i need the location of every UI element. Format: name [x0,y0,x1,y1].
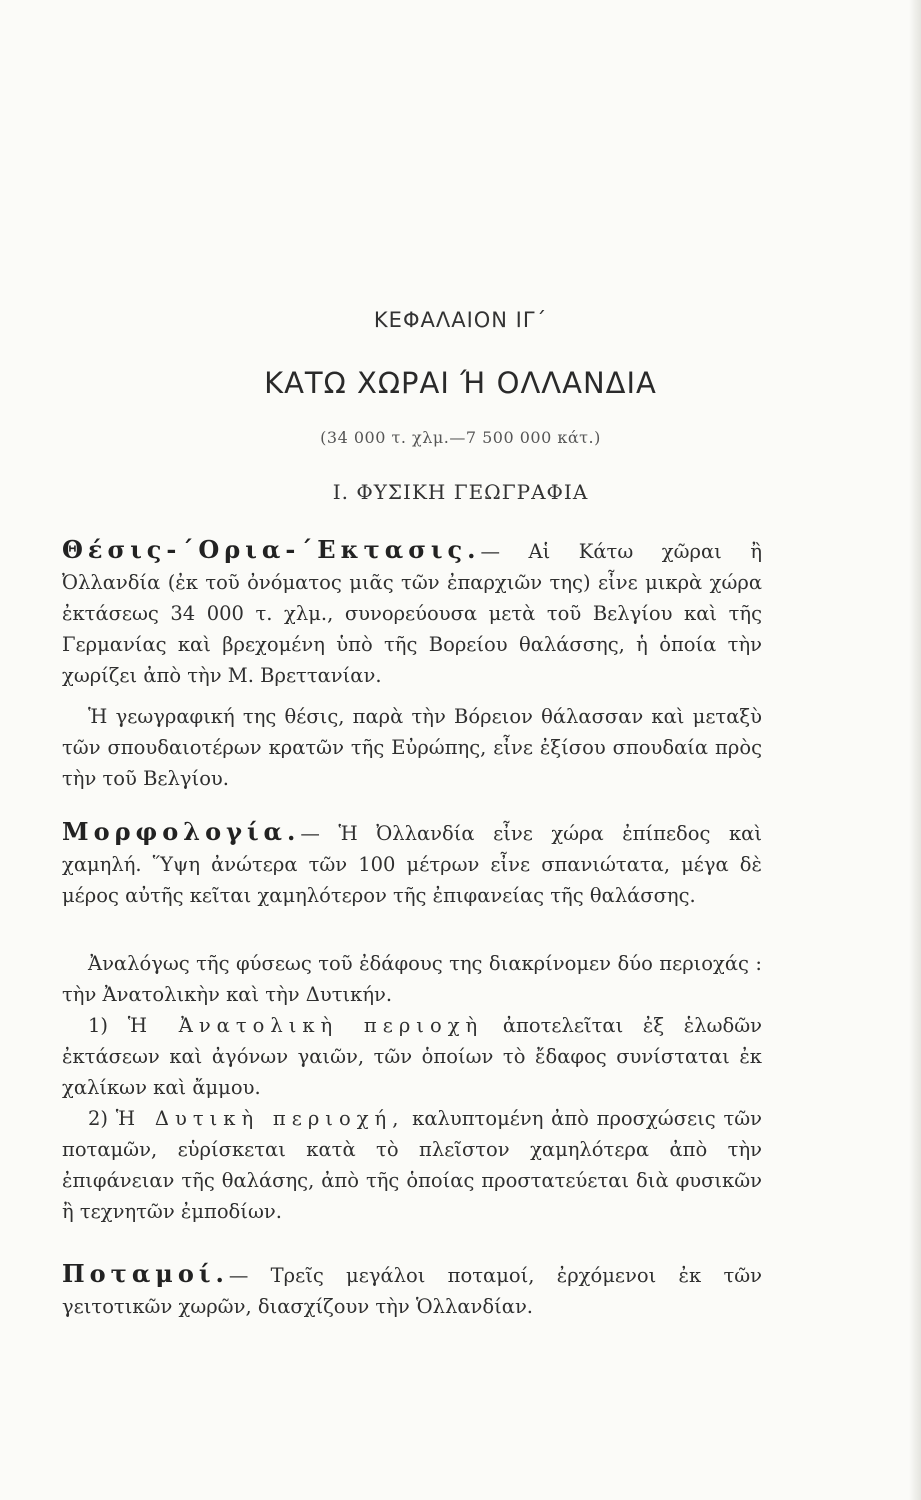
paragraph-text: — Τρεῖς μεγάλοι ποταμοί, ἐρχόμενοι ἐκ τῶν γειτοτικῶν χωρῶν, διασχίζουν τὴν Ὁλλανδίαν. [62,1264,762,1318]
paragraph-heading: Ἡ Δυτικὴ περιοχή, [115,1107,405,1130]
paragraph-heading: Θέσις-΄Ορια-΄Εκτασις. [62,535,481,564]
paragraph-eastern-region [62,1010,762,1103]
paragraph-text: — Αἱ Κάτω χῶραι ἢ Ὀλλανδία (ἐκ τοῦ ὀνόματος μιᾶς τῶν ἐπαρχιῶν της) εἶνε μικρὰ χώρα ἐκτάσεως 34 000 τ. χλμ., συνορεύουσα μετὰ τοῦ Βελγίου καὶ τῆς Γερμανίας καὶ βρεχομένη ὑπὸ τῆς Βορείου θαλάσσης, ἡ ὁποία τὴν χωρίζει ἀπὸ τὴν Μ. Βρεττανίαν. [62,540,762,687]
paragraph-text: καλυπτομένη ἀπὸ προσχώσεις τῶν ποταμῶν, εὑρίσκεται κατὰ τὸ πλεῖστον χαμηλότερα ἀπὸ τὴν ἐπιφάνειαν τῆς θαλάσης, ἀπὸ τῆς ὁποίας προστατεύεται διὰ φυσικῶν ἢ τεχνητῶν ἐμποδίων. [62,1107,762,1223]
section-heading: Ι. ΦΥΣΙΚΗ ΓΕΩΓΡΑΦΙΑ [332,480,589,504]
paragraph-text: Ἡ γεωγραφική της θέσις, παρὰ τὴν Βόρειον θάλασσαν καὶ μεταξὺ τῶν σπουδαιοτέρων κρατῶν τῆς Εὐρώπης, εἶνε ἐξίσου σπουδαία πρὸς τὴν τοῦ Βελγίου. [62,705,762,790]
page-spine-shadow [909,0,921,1500]
paragraph-text: Ἀναλόγως τῆς φύσεως τοῦ ἐδάφους της διακρίνομεν δύο περιοχάς : τὴν Ἀνατολικὴν καὶ τὴν Δυτικήν. [62,952,762,1006]
paragraph-heading: Ἡ Ἀνατολικὴ περιοχὴ [127,1014,484,1037]
chapter-subtitle: (34 000 τ. χλμ.—7 500 000 κάτ.) [320,428,601,447]
paragraph-geographic-position [62,701,762,794]
paragraph-text: ἀποτελεῖται ἐξ ἑλωδῶν ἐκτάσεων καὶ ἀγόνων γαιῶν, τῶν ὁποίων τὸ ἔδαφος συνίσταται ἐκ χαλίκων καὶ ἄμμου. [62,1014,762,1099]
paragraph-position-borders [62,534,762,691]
paragraph-heading: Μορφολογία. [62,817,301,846]
paragraph-heading: Ποταμοί. [62,1259,229,1288]
paragraph-western-region [62,1103,762,1227]
paragraph-rivers [62,1258,762,1322]
chapter-title: ΚΑΤΩ ΧΩΡΑΙ Ή ΟΛΛΑΝΔΙΑ [264,366,657,400]
chapter-label: ΚΕΦΑΛΑΙΟΝ ΙΓ΄ [373,308,548,332]
paragraph-morphology [62,816,762,911]
list-number: 2) [88,1107,116,1130]
paragraph-text: — Ἡ Ὀλλανδία εἶνε χώρα ἐπίπεδος καὶ χαμηλή. Ὕψη ἀνώτερα τῶν 100 μέτρων εἶνε σπανιώτατα, μέγα δὲ μέρος αὐτῆς κεῖται χαμηλότερον τῆς ἐπιφανείας τῆς θαλάσσης. [62,822,762,907]
list-number: 1) [88,1014,128,1037]
paragraph-regions [62,948,762,1010]
